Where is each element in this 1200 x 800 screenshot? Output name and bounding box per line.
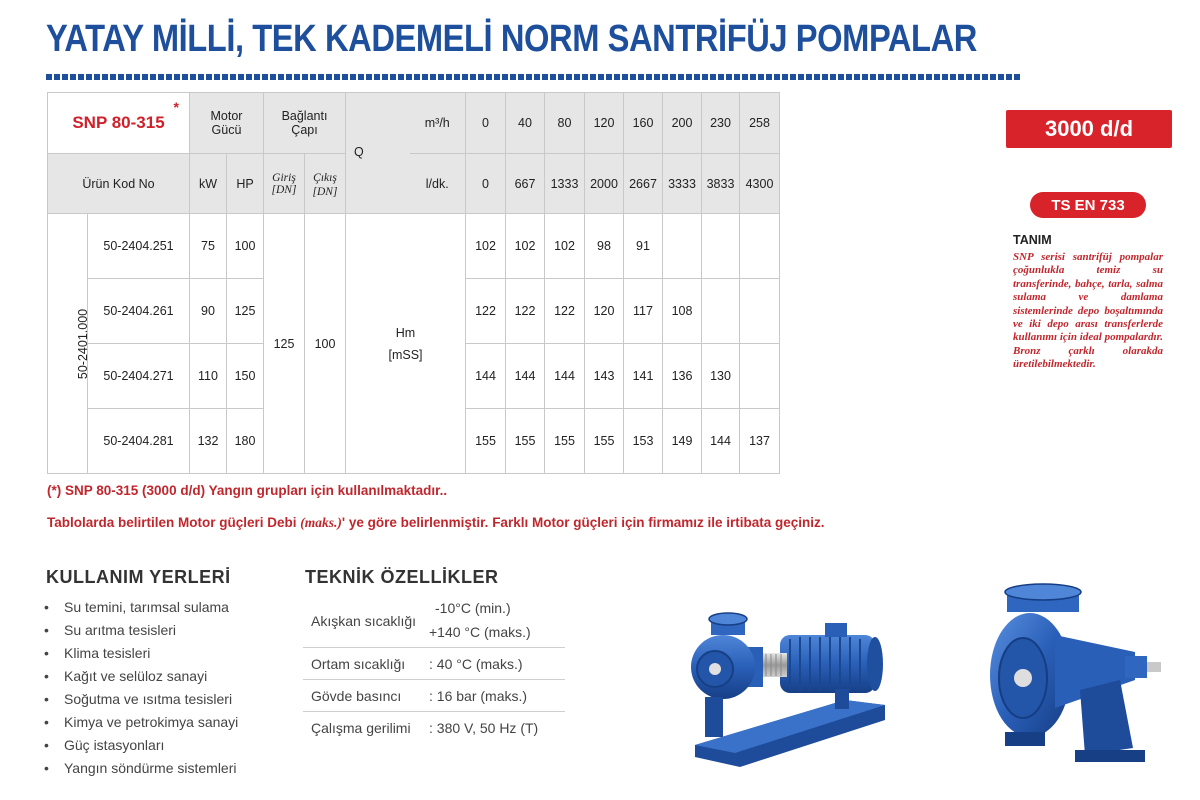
motor-note-pre: Tablolarda belirtilen Motor güçleri Debi bbox=[47, 515, 301, 530]
page-title: YATAY MİLLİ, TEK KADEMELİ NORM SANTRİFÜJ POMPALAR bbox=[46, 18, 977, 60]
head-cell: 144 bbox=[506, 344, 545, 409]
head-cell: 102 bbox=[545, 214, 585, 279]
kw-value: 75 bbox=[190, 214, 227, 279]
flow-unit-m3h: m³/h bbox=[410, 93, 466, 154]
group-code: 50-2401.000 bbox=[76, 308, 91, 379]
voltage-value: : 380 V, 50 Hz (T) bbox=[429, 720, 539, 736]
standard-badge: TS EN 733 bbox=[1030, 192, 1146, 218]
product-code: 50-2404.251 bbox=[88, 214, 190, 279]
head-cell: 91 bbox=[624, 214, 663, 279]
head-cell: 137 bbox=[740, 409, 780, 474]
flow-ldk-cell: 3333 bbox=[663, 154, 702, 214]
bullet-icon: • bbox=[44, 599, 49, 615]
list-item bbox=[42, 596, 238, 619]
tech-specs-table bbox=[303, 594, 565, 744]
head-cell: 155 bbox=[585, 409, 624, 474]
body-pressure-label: Gövde basıncı bbox=[311, 687, 402, 704]
head-cell: 98 bbox=[585, 214, 624, 279]
inlet-header: Giriş [DN] bbox=[264, 154, 305, 214]
inlet-value: 125 bbox=[264, 214, 305, 474]
motor-note-post: ' ye göre belirlenmiştir. Farklı Motor güçleri için firmamız ile irtibata geçiniz. bbox=[341, 515, 825, 530]
title-divider bbox=[46, 74, 1022, 80]
flow-ldk-cell: 0 bbox=[466, 154, 506, 214]
flow-ldk-cell: 3833 bbox=[702, 154, 740, 214]
group-code-cell bbox=[48, 214, 91, 474]
flow-m3h-cell: 230 bbox=[702, 93, 740, 154]
head-cell bbox=[702, 214, 740, 279]
spec-table bbox=[47, 92, 780, 474]
hp-value: 125 bbox=[227, 279, 264, 344]
head-cell: 120 bbox=[585, 279, 624, 344]
head-cell: 130 bbox=[702, 344, 740, 409]
usage-item-text: Klima tesisleri bbox=[64, 645, 151, 661]
usage-item-text: Soğutma ve ısıtma tesisleri bbox=[64, 691, 233, 707]
head-unit: [mSS] bbox=[388, 347, 423, 362]
head-cell: 117 bbox=[624, 279, 663, 344]
model-name: SNP 80-315 bbox=[72, 113, 165, 132]
product-code: 50-2404.261 bbox=[88, 279, 190, 344]
q-label: Q bbox=[354, 145, 364, 159]
fluid-temp-min: -10°C (min.) bbox=[435, 600, 511, 616]
bullet-icon: • bbox=[44, 645, 49, 661]
flow-unit-ldk: l/dk. bbox=[410, 154, 466, 214]
head-cell: 155 bbox=[506, 409, 545, 474]
spec-row-fluid-temp bbox=[303, 594, 565, 648]
product-code-header: Ürün Kod No bbox=[48, 154, 190, 214]
outlet-value: 100 bbox=[305, 214, 346, 474]
head-cell: 141 bbox=[624, 344, 663, 409]
usage-item-text: Kimya ve petrokimya sanayi bbox=[64, 714, 239, 730]
flow-ldk-cell: 4300 bbox=[740, 154, 780, 214]
usage-title: KULLANIM YERLERİ bbox=[46, 567, 231, 587]
head-cell bbox=[740, 214, 780, 279]
model-cell bbox=[48, 93, 190, 154]
usage-item-text: Yangın söndürme sistemleri bbox=[64, 760, 237, 776]
list-item bbox=[42, 734, 238, 757]
specs-title: TEKNİK ÖZELLİKLER bbox=[305, 567, 499, 587]
spec-table-container bbox=[47, 92, 774, 472]
usage-item-text: Güç istasyonları bbox=[64, 737, 165, 753]
bare-shaft-pump-image bbox=[985, 580, 1175, 780]
motor-note-italic: (maks.) bbox=[300, 515, 342, 530]
kw-value: 110 bbox=[190, 344, 227, 409]
head-cell: 144 bbox=[702, 409, 740, 474]
kw-header: kW bbox=[190, 154, 227, 214]
head-cell: 155 bbox=[466, 409, 506, 474]
fluid-temp-values bbox=[425, 594, 565, 647]
list-item bbox=[42, 688, 238, 711]
list-item bbox=[42, 642, 238, 665]
hp-value: 180 bbox=[227, 409, 264, 474]
head-label: Hm bbox=[395, 325, 416, 340]
list-item bbox=[42, 711, 238, 734]
ambient-temp-value: : 40 °C (maks.) bbox=[429, 655, 523, 672]
list-item bbox=[42, 619, 238, 642]
flow-ldk-cell: 667 bbox=[506, 154, 545, 214]
bullet-icon: • bbox=[44, 760, 49, 776]
motor-power-note bbox=[47, 513, 867, 533]
connection-header: Bağlantı Çapı bbox=[264, 93, 346, 154]
description-text: SNP serisi santrifüj pompalar çoğunlukla temiz su transferinde, bahçe, tarla, salma sulama ve damlama sistemlerinde depo boşaltımında ve iki depo arası transferlerde kullanımı için ideal pompalardır. Bronz çarklı olarakda üretilebilmektedir. bbox=[1013, 251, 1163, 371]
bullet-icon: • bbox=[44, 691, 49, 707]
head-cell bbox=[663, 214, 702, 279]
flow-m3h-cell: 120 bbox=[585, 93, 624, 154]
flow-ldk-cell: 2667 bbox=[624, 154, 663, 214]
head-cell: 144 bbox=[545, 344, 585, 409]
hp-value: 150 bbox=[227, 344, 264, 409]
voltage-label: Çalışma gerilimi bbox=[311, 720, 411, 736]
head-cell: 136 bbox=[663, 344, 702, 409]
spec-row-body-pressure bbox=[303, 680, 565, 712]
q-label-cell bbox=[346, 93, 410, 214]
list-item bbox=[42, 665, 238, 688]
flow-m3h-cell: 80 bbox=[545, 93, 585, 154]
fire-group-note: (*) SNP 80-315 (3000 d/d) Yangın grupları için kullanılmaktadır.. bbox=[47, 483, 448, 498]
head-cell: 122 bbox=[545, 279, 585, 344]
head-cell: 153 bbox=[624, 409, 663, 474]
head-cell: 102 bbox=[466, 214, 506, 279]
head-label-cell bbox=[346, 214, 466, 474]
head-cell bbox=[702, 279, 740, 344]
flow-ldk-cell: 2000 bbox=[585, 154, 624, 214]
head-cell: 108 bbox=[663, 279, 702, 344]
head-cell bbox=[740, 279, 780, 344]
head-cell: 144 bbox=[466, 344, 506, 409]
hp-value: 100 bbox=[227, 214, 264, 279]
kw-value: 132 bbox=[190, 409, 227, 474]
product-code: 50-2404.281 bbox=[88, 409, 190, 474]
head-cell: 102 bbox=[506, 214, 545, 279]
usage-list bbox=[42, 596, 238, 780]
motor-header: Motor Gücü bbox=[190, 93, 264, 154]
head-cell: 122 bbox=[506, 279, 545, 344]
usage-item-text: Su arıtma tesisleri bbox=[64, 622, 177, 638]
flow-m3h-cell: 160 bbox=[624, 93, 663, 154]
pump-motor-set-image bbox=[685, 605, 900, 770]
head-cell: 143 bbox=[585, 344, 624, 409]
hp-header: HP bbox=[227, 154, 264, 214]
flow-ldk-cell: 1333 bbox=[545, 154, 585, 214]
flow-m3h-cell: 0 bbox=[466, 93, 506, 154]
bullet-icon: • bbox=[44, 737, 49, 753]
usage-item-text: Kağıt ve selüloz sanayi bbox=[64, 668, 208, 684]
bullet-icon: • bbox=[44, 714, 49, 730]
head-cell bbox=[740, 344, 780, 409]
ambient-temp-label: Ortam sıcaklığı bbox=[311, 655, 406, 672]
kw-value: 90 bbox=[190, 279, 227, 344]
flow-m3h-cell: 200 bbox=[663, 93, 702, 154]
spec-row-ambient-temp bbox=[303, 648, 565, 680]
body-pressure-value: : 16 bar (maks.) bbox=[429, 687, 528, 704]
description-title: TANIM bbox=[1013, 233, 1052, 247]
flow-m3h-cell: 40 bbox=[506, 93, 545, 154]
fluid-temp-max: +140 °C (maks.) bbox=[429, 624, 531, 640]
spec-row-voltage bbox=[303, 712, 565, 744]
bullet-icon: • bbox=[44, 622, 49, 638]
fluid-temp-label: Akışkan sıcaklığı bbox=[311, 612, 417, 629]
product-code: 50-2404.271 bbox=[88, 344, 190, 409]
head-cell: 122 bbox=[466, 279, 506, 344]
outlet-header bbox=[305, 154, 346, 214]
list-item bbox=[42, 757, 238, 780]
flow-m3h-cell: 258 bbox=[740, 93, 780, 154]
rpm-badge: 3000 d/d bbox=[1006, 110, 1172, 148]
model-asterisk: * bbox=[173, 99, 179, 115]
head-cell: 155 bbox=[545, 409, 585, 474]
head-cell: 149 bbox=[663, 409, 702, 474]
outlet-header-text: Çıkış [DN] bbox=[312, 171, 338, 198]
bullet-icon: • bbox=[44, 668, 49, 684]
usage-item-text: Su temini, tarımsal sulama bbox=[64, 599, 229, 615]
